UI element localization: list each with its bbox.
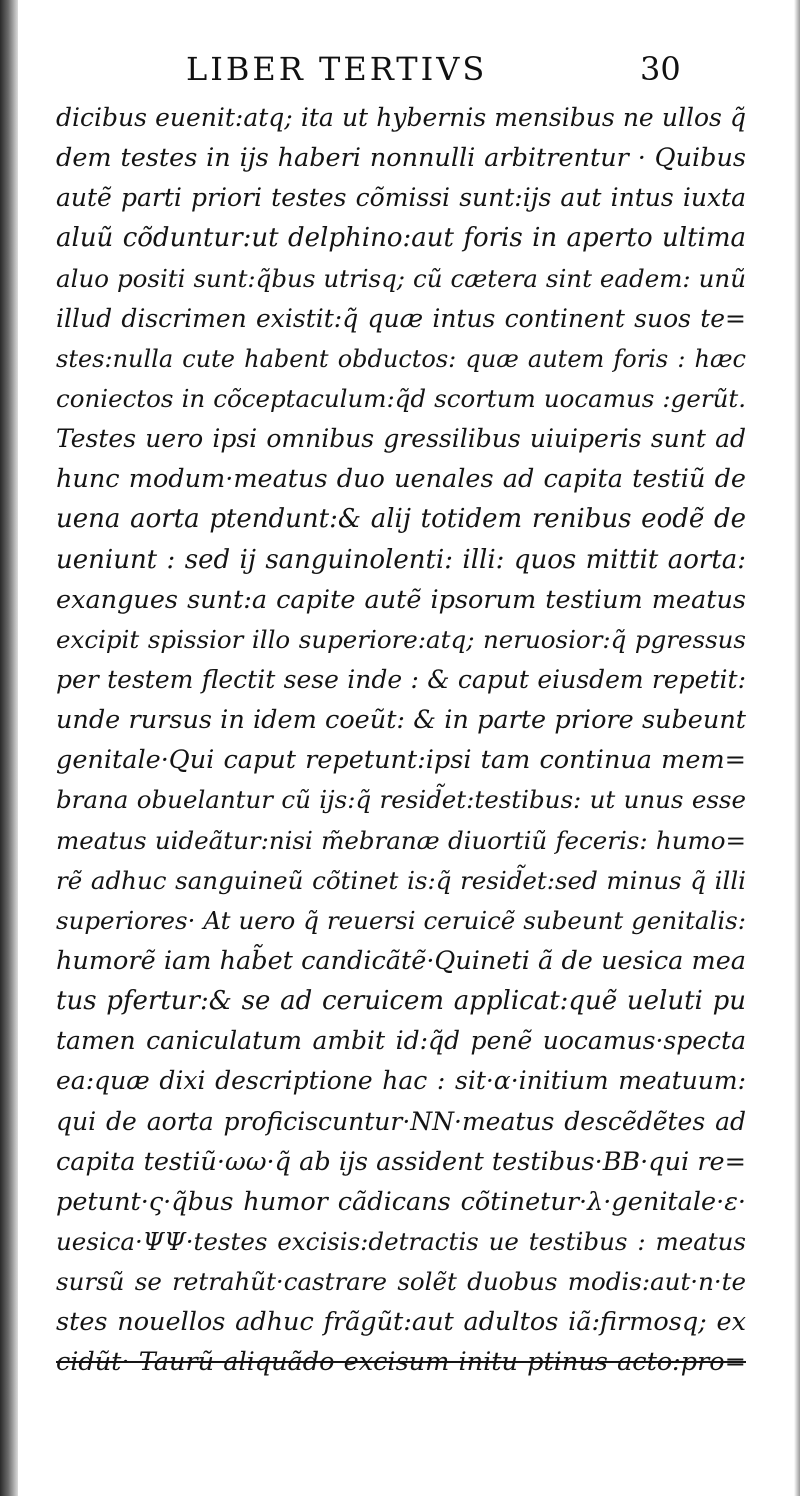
text-line: stes:nulla cute habent obductos: quæ autem foris : hæc <box>56 344 746 373</box>
text-line: excipit spissior illo superiore:atq; neruosior:q̃ pgressus <box>56 624 746 654</box>
text-line: unde rursus in idem coeũt: & in parte priore subeunt <box>56 705 746 736</box>
text-line: aluũ cõduntur:ut delphino:aut foris in aperto ultima <box>56 223 746 254</box>
running-header <box>0 50 800 94</box>
page-right-edge <box>794 0 800 1496</box>
page-number: 30 <box>640 50 681 88</box>
text-line: uena aorta ptendunt:& alij totidem renibus eodẽ de <box>56 504 746 535</box>
text-line: tamen caniculatum ambit id:q̃d penẽ uocamus·specta <box>56 1026 746 1056</box>
text-line: per testem flectit sese inde : & caput eiusdem repetit: <box>56 664 746 694</box>
text-line: rẽ adhuc sanguineũ cõtinet is:q̃ resid̃et:sed minus q̃ illi <box>56 865 746 895</box>
page-left-shadow <box>0 0 18 1496</box>
body-text <box>56 98 746 1383</box>
text-line: brana obuelantur cũ ijs:q̃ resid̃et:testibus: ut unus esse <box>56 785 746 815</box>
text-line: capita testiũ·ωω·q̃ ab ijs assident testibus·ΒΒ·qui re= <box>56 1146 746 1177</box>
text-line: stes nouellos adhuc frãgũt:aut adultos iã:firmosq; ex <box>56 1307 746 1338</box>
text-line: Testes uero ipsi omnibus gressilibus uiuiperis sunt ad <box>56 424 746 454</box>
text-line: meatus uideãtur:nisi m̃ebranæ diuortiũ feceris: humo= <box>56 825 746 855</box>
text-line: genitale·Qui caput repetunt:ipsi tam continua mem= <box>56 745 746 776</box>
text-line: sursũ se retrahũt·castrare solẽt duobus modis:aut·n·te <box>56 1267 746 1297</box>
text-line: superiores· At uero q̃ reuersi ceruicẽ subeunt genitalis: <box>56 905 746 935</box>
text-line: illud discrimen existit:q̃ quæ intus continent suos te= <box>56 303 746 333</box>
text-line: ea:quæ dixi descriptione hac : sit·α·initium meatuum: <box>56 1066 746 1096</box>
text-line: tus pfertur:& se ad ceruicem applicat:quẽ ueluti pu <box>56 986 746 1017</box>
text-line: coniectos in cõceptaculum:q̃d scortum uocamus :gerũt. <box>56 383 746 413</box>
text-line: cidũt· Taurũ aliquãdo excisum initu ptinus acto:pro= <box>56 1347 746 1378</box>
text-line: dem testes in ijs haberi nonnulli arbitrentur · Quibus <box>56 143 746 174</box>
text-line: humorẽ iam hab̃et candicãtẽ·Quineti ã de uesica mea <box>56 945 746 976</box>
text-line: petunt·ς·q̃bus humor cãdicans cõtinetur·λ·genitale·ε· <box>56 1186 746 1217</box>
text-line: dicibus euenit:atq; ita ut hybernis mensibus ne ullos q̃ <box>56 103 746 132</box>
text-line: aluo positi sunt:q̃bus utrisq; cũ cætera sint eadem: unũ <box>56 263 746 293</box>
text-line: exangues sunt:a capite autẽ ipsorum testium meatus <box>56 584 746 615</box>
text-line: autẽ parti priori testes cõmissi sunt:ijs aut intus iuxta <box>56 183 746 213</box>
text-line: ueniunt : sed ij sanguinolenti: illi: quos mittit aorta: <box>56 544 746 575</box>
running-title: LIBER TERTIVS <box>186 50 488 88</box>
text-line: qui de aorta proficiscuntur·NN·meatus descẽdẽtes ad <box>56 1106 746 1136</box>
text-line: hunc modum·meatus duo uenales ad capita testiũ de <box>56 464 746 495</box>
text-line: uesica·ΨΨ·testes excisis:detractis ue testibus : meatus <box>56 1226 746 1256</box>
